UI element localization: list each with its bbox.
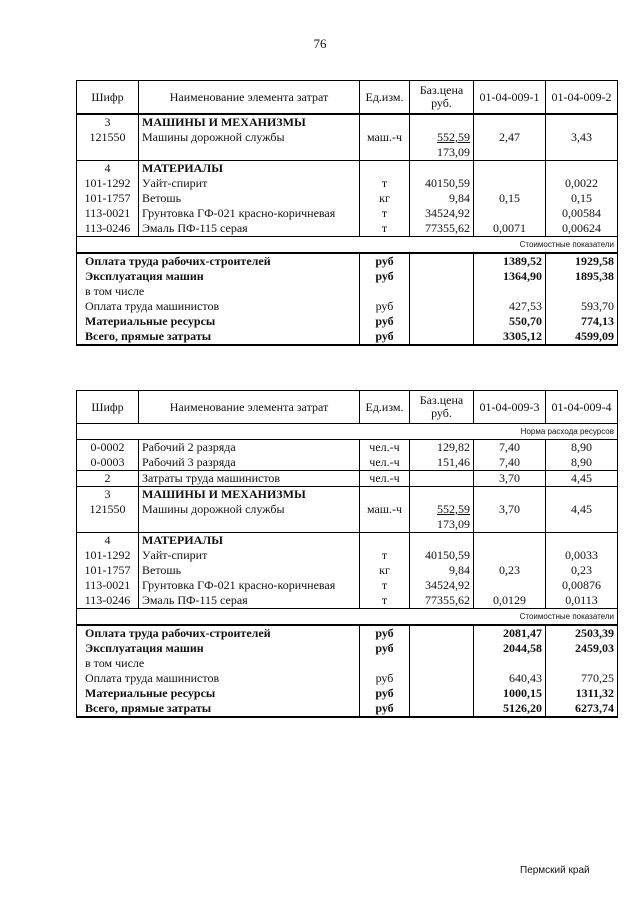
row-price: 40150,59 — [410, 548, 474, 563]
cost-table-1 — [76, 80, 618, 346]
row-value-1 — [474, 176, 546, 191]
row-code: 113-0246 — [77, 593, 139, 609]
header-unit: Ед.изм. — [360, 391, 410, 424]
table-row — [77, 130, 618, 161]
row-code: 121550 — [77, 502, 139, 533]
header-col-2: 01-04-009-2 — [546, 81, 618, 115]
total-value-1: 1000,15 — [474, 686, 546, 701]
row-price: 34524,92 — [410, 206, 474, 221]
row-code: 2 — [77, 471, 139, 487]
row-unit: т — [360, 176, 410, 191]
totals-row — [77, 269, 618, 284]
total-value-1: 2081,47 — [474, 625, 546, 641]
row-value-1: 0,0071 — [474, 221, 546, 237]
header-code: Шифр — [77, 391, 139, 424]
total-value-2: 770,25 — [546, 671, 618, 686]
total-unit: руб — [360, 686, 410, 701]
row-value-2: 0,0113 — [546, 593, 618, 609]
header-col-1: 01-04-009-3 — [474, 391, 546, 424]
row-price: 9,84 — [410, 191, 474, 206]
total-name: в том числе — [77, 284, 360, 299]
section-row — [77, 533, 618, 549]
total-value-1: 1389,52 — [474, 253, 546, 269]
total-name: Всего, прямые затраты — [77, 701, 360, 717]
totals-row — [77, 329, 618, 345]
norm-caption: Норма расхода ресурсов — [474, 424, 618, 440]
total-value-2: 2459,03 — [546, 641, 618, 656]
header-name: Наименование элемента затрат — [139, 391, 360, 424]
table-row — [77, 206, 618, 221]
table-row — [77, 563, 618, 578]
totals-row — [77, 656, 618, 671]
total-name: Оплата труда машинистов — [77, 299, 360, 314]
row-value-2: 0,15 — [546, 191, 618, 206]
header-unit: Ед.изм. — [360, 81, 410, 115]
table-row — [77, 578, 618, 593]
row-price: 34524,92 — [410, 578, 474, 593]
total-unit: руб — [360, 314, 410, 329]
table-row — [77, 221, 618, 237]
section-code: 3 — [77, 114, 139, 130]
row-code: 121550 — [77, 130, 139, 161]
total-value-2: 1311,32 — [546, 686, 618, 701]
row-name: Рабочий 3 разряда — [139, 455, 360, 471]
caption-row — [77, 609, 618, 626]
row-code: 0-0002 — [77, 440, 139, 456]
row-unit: маш.-ч — [360, 502, 410, 533]
row-price — [410, 130, 474, 161]
row-value-1 — [474, 578, 546, 593]
header-price: Баз.цена руб. — [410, 391, 474, 424]
totals-row — [77, 641, 618, 656]
total-value-2: 593,70 — [546, 299, 618, 314]
total-value-1: 427,53 — [474, 299, 546, 314]
totals-row — [77, 253, 618, 269]
table-row — [77, 455, 618, 471]
total-unit: руб — [360, 625, 410, 641]
total-value-1: 3305,12 — [474, 329, 546, 345]
row-price — [410, 502, 474, 533]
table-header-row — [77, 391, 618, 424]
row-name: Ветошь — [139, 563, 360, 578]
row-value-2: 0,0033 — [546, 548, 618, 563]
totals-row — [77, 701, 618, 717]
row-price-sub: 173,09 — [437, 517, 470, 531]
total-unit: руб — [360, 253, 410, 269]
section-row — [77, 487, 618, 503]
row-value-2: 4,45 — [546, 471, 618, 487]
row-name: Машины дорожной службы — [139, 130, 360, 161]
row-unit: чел.-ч — [360, 440, 410, 456]
table-row — [77, 548, 618, 563]
row-name: Рабочий 2 разряда — [139, 440, 360, 456]
totals-row — [77, 314, 618, 329]
table-header-row — [77, 81, 618, 115]
row-unit: чел.-ч — [360, 471, 410, 487]
cost-table-2 — [76, 390, 618, 718]
row-code: 113-0021 — [77, 578, 139, 593]
total-value-2: 2503,39 — [546, 625, 618, 641]
total-name: Всего, прямые затраты — [77, 329, 360, 345]
row-price: 77355,62 — [410, 221, 474, 237]
row-value-1: 7,40 — [474, 455, 546, 471]
section-title: МАТЕРИАЛЫ — [139, 161, 360, 177]
caption-row — [77, 424, 618, 440]
row-price: 151,46 — [410, 455, 474, 471]
total-value-1: 550,70 — [474, 314, 546, 329]
row-price: 40150,59 — [410, 176, 474, 191]
total-unit: руб — [360, 671, 410, 686]
row-name: Эмаль ПФ-115 серая — [139, 221, 360, 237]
total-value-1: 5126,20 — [474, 701, 546, 717]
row-unit: маш.-ч — [360, 130, 410, 161]
cost-caption: Стоимостные показатели — [474, 609, 618, 626]
row-value-2: 8,90 — [546, 455, 618, 471]
header-col-2: 01-04-009-4 — [546, 391, 618, 424]
row-price-main: 552,59 — [437, 502, 470, 516]
row-value-1: 0,23 — [474, 563, 546, 578]
total-unit: руб — [360, 641, 410, 656]
row-unit: чел.-ч — [360, 455, 410, 471]
row-value-1: 3,70 — [474, 471, 546, 487]
row-value-2: 4,45 — [546, 502, 618, 533]
row-code: 0-0003 — [77, 455, 139, 471]
total-value-2: 1929,58 — [546, 253, 618, 269]
total-value-2: 1895,38 — [546, 269, 618, 284]
total-name: Оплата труда рабочих-строителей — [77, 625, 360, 641]
row-value-1: 7,40 — [474, 440, 546, 456]
total-name: Материальные ресурсы — [77, 314, 360, 329]
row-value-2: 8,90 — [546, 440, 618, 456]
row-price-sub: 173,09 — [437, 145, 470, 159]
total-name: Оплата труда рабочих-строителей — [77, 253, 360, 269]
row-price: 77355,62 — [410, 593, 474, 609]
section-code: 4 — [77, 533, 139, 549]
row-value-1: 0,15 — [474, 191, 546, 206]
row-unit: т — [360, 548, 410, 563]
total-value-1: 2044,58 — [474, 641, 546, 656]
row-unit: кг — [360, 191, 410, 206]
row-name: Уайт-спирит — [139, 176, 360, 191]
total-unit: руб — [360, 329, 410, 345]
row-value-1 — [474, 548, 546, 563]
row-name: Ветошь — [139, 191, 360, 206]
totals-row — [77, 625, 618, 641]
total-unit: руб — [360, 701, 410, 717]
total-name: Эксплуатация машин — [77, 269, 360, 284]
row-code: 101-1757 — [77, 563, 139, 578]
row-name: Эмаль ПФ-115 серая — [139, 593, 360, 609]
table-row — [77, 593, 618, 609]
row-value-2: 0,00584 — [546, 206, 618, 221]
row-value-2: 3,43 — [546, 130, 618, 161]
page-number: 76 — [313, 36, 327, 51]
table-row — [77, 502, 618, 533]
row-name: Уайт-спирит — [139, 548, 360, 563]
row-price: 129,82 — [410, 440, 474, 456]
table-row — [77, 191, 618, 206]
row-name: Грунтовка ГФ-021 красно-коричневая — [139, 578, 360, 593]
total-value-2: 6273,74 — [546, 701, 618, 717]
row-value-2: 0,0022 — [546, 176, 618, 191]
section-code: 4 — [77, 161, 139, 177]
total-unit: руб — [360, 299, 410, 314]
totals-row — [77, 299, 618, 314]
row-code: 101-1292 — [77, 176, 139, 191]
row-value-2: 0,00624 — [546, 221, 618, 237]
row-unit: кг — [360, 563, 410, 578]
total-value-1: 1364,90 — [474, 269, 546, 284]
table-row — [77, 440, 618, 456]
row-price: 9,84 — [410, 563, 474, 578]
row-price-main: 552,59 — [437, 130, 470, 144]
row-code: 101-1292 — [77, 548, 139, 563]
header-price: Баз.цена руб. — [410, 81, 474, 115]
row-name: Затраты труда машинистов — [139, 471, 360, 487]
row-value-1: 2,47 — [474, 130, 546, 161]
row-code: 113-0021 — [77, 206, 139, 221]
row-code: 113-0246 — [77, 221, 139, 237]
row-name: Грунтовка ГФ-021 красно-коричневая — [139, 206, 360, 221]
header-code: Шифр — [77, 81, 139, 115]
row-unit: т — [360, 221, 410, 237]
section-title: МАТЕРИАЛЫ — [139, 533, 360, 549]
totals-row — [77, 671, 618, 686]
row-value-1: 3,70 — [474, 502, 546, 533]
totals-row — [77, 284, 618, 299]
footer-region: Пермский край — [520, 865, 590, 876]
table-row — [77, 176, 618, 191]
section-row — [77, 114, 618, 130]
section-title: МАШИНЫ И МЕХАНИЗМЫ — [139, 114, 360, 130]
total-name: Оплата труда машинистов — [77, 671, 360, 686]
row-unit: т — [360, 578, 410, 593]
row-code: 101-1757 — [77, 191, 139, 206]
row-value-2: 0,00876 — [546, 578, 618, 593]
total-name: Эксплуатация машин — [77, 641, 360, 656]
header-name: Наименование элемента затрат — [139, 81, 360, 115]
total-value-1: 640,43 — [474, 671, 546, 686]
total-value-2: 774,13 — [546, 314, 618, 329]
row-unit: т — [360, 206, 410, 221]
cost-caption: Стоимостные показатели — [474, 237, 618, 254]
totals-row — [77, 686, 618, 701]
section-title: МАШИНЫ И МЕХАНИЗМЫ — [139, 487, 360, 503]
section-code: 3 — [77, 487, 139, 503]
row-value-1 — [474, 206, 546, 221]
row-name: Машины дорожной службы — [139, 502, 360, 533]
total-name: в том числе — [77, 656, 360, 671]
table-row — [77, 471, 618, 487]
total-value-2: 4599,09 — [546, 329, 618, 345]
caption-row — [77, 237, 618, 254]
row-unit: т — [360, 593, 410, 609]
section-row — [77, 161, 618, 177]
total-unit: руб — [360, 269, 410, 284]
header-col-1: 01-04-009-1 — [474, 81, 546, 115]
row-value-2: 0,23 — [546, 563, 618, 578]
total-name: Материальные ресурсы — [77, 686, 360, 701]
row-value-1: 0,0129 — [474, 593, 546, 609]
